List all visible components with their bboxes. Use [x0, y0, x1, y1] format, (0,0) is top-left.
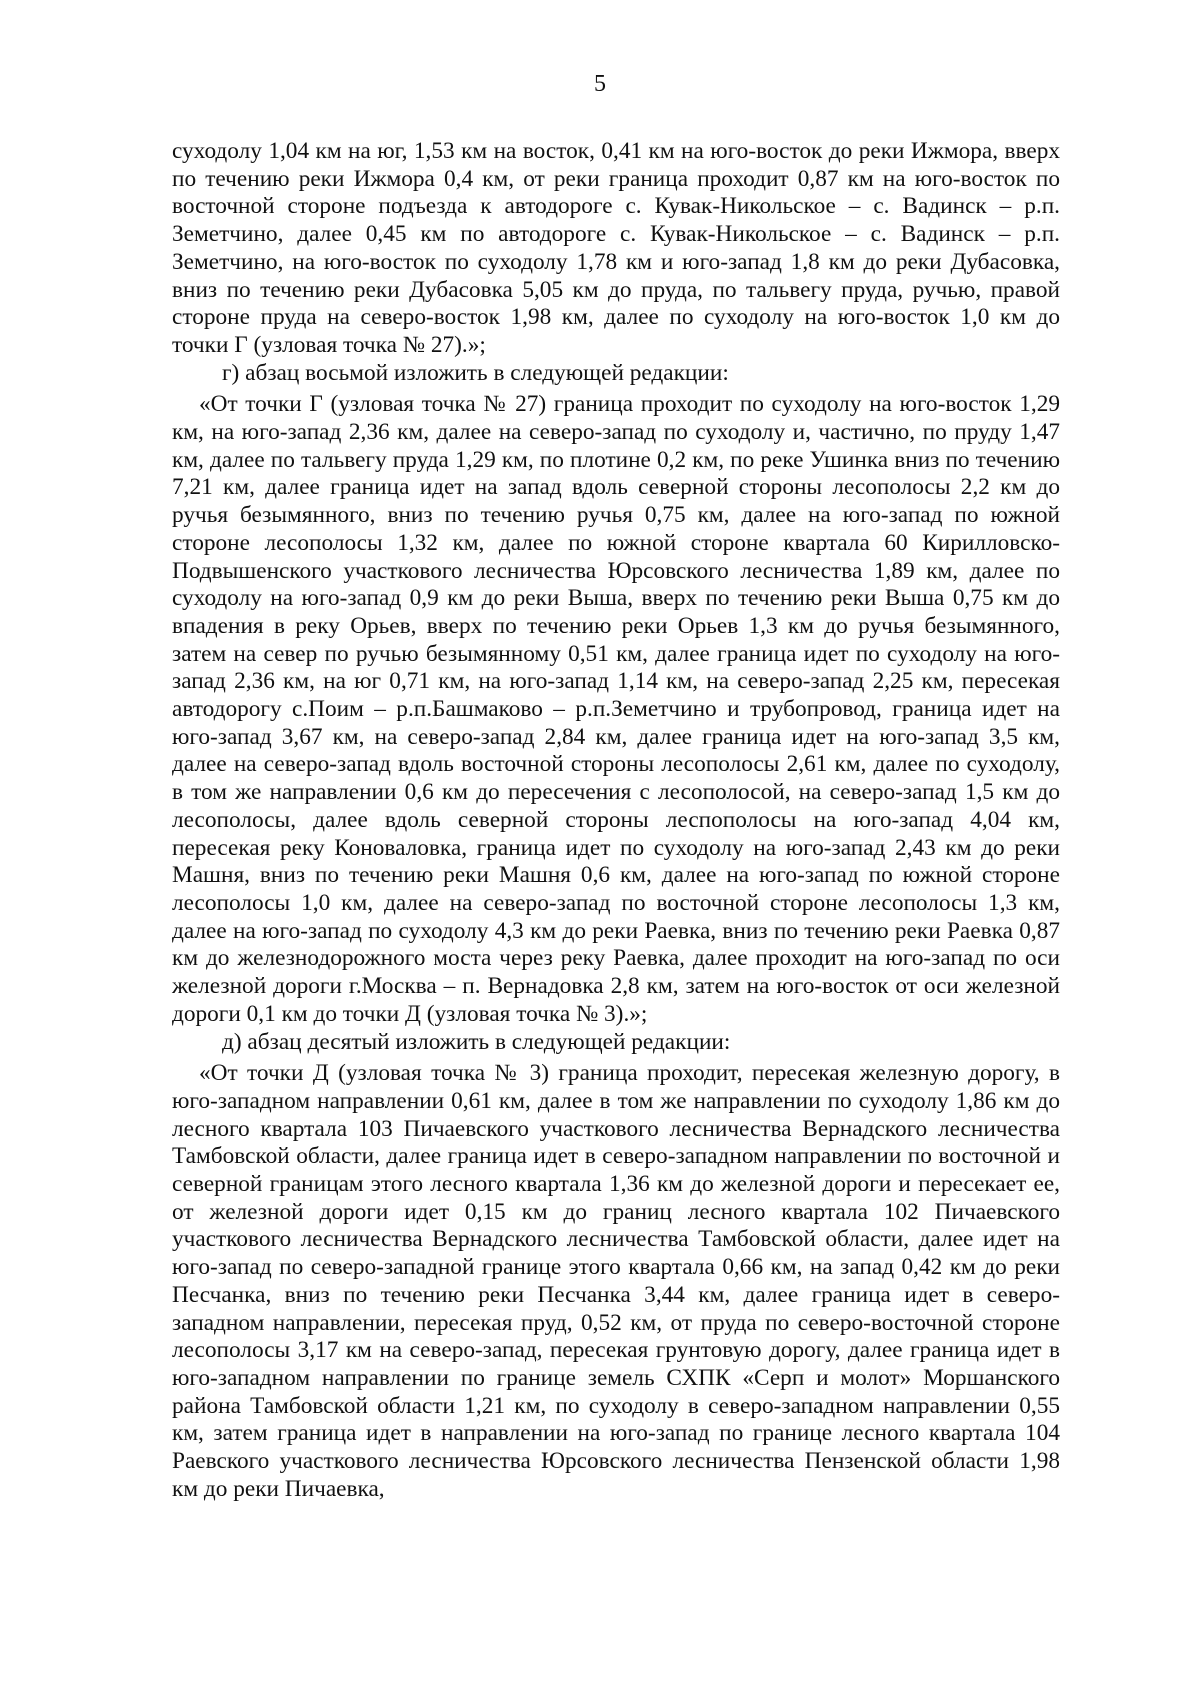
document-body — [172, 138, 1060, 1503]
paragraph-quote-d: «От точки Д (узловая точка № 3) граница проходит, пересекая железную дорогу, в юго-западном направлении 0,61 км, далее в том же направлении по суходолу 1,86 км до лесного квартала 103 Пичаевского участкового лесничества Вернадского лесничества Тамбовской области, далее граница идет в северо-западном направлении по восточной и северной границам этого лесного квартала 1,36 км до железной дороги и пересекает ее, от железной дороги идет 0,15 км до границ лесного квартала 102 Пичаевского участкового лесничества Вернадского лесничества Тамбовской области, далее идет на юго-запад по северо-западной границе этого квартала 0,66 км, на запад 0,42 км до реки Песчанка, вниз по течению реки Песчанка 3,44 км, далее граница идет в северо-западном направлении, пересекая пруд, 0,52 км, от пруда по северо-восточной стороне лесополосы 3,17 км на северо-запад, пересекая грунтовую дорогу, далее граница идет в юго-западном направлении по границе земель СХПК «Серп и молот» Моршанского района Тамбовской области 1,21 км, по суходолу в северо-западном направлении 0,55 км, затем граница идет в направлении на юго-запад по границе лесного квартала 104 Раевского участкового лесничества Юрсовского лесничества Пензенской области 1,98 км до реки Пичаевка, — [172, 1060, 1060, 1502]
page-number: 5 — [594, 71, 606, 97]
paragraph-heading-g: г) абзац восьмой изложить в следующей редакции: — [222, 359, 729, 386]
paragraph-heading-d: д) абзац десятый изложить в следующей редакции: — [222, 1028, 731, 1055]
paragraph-continuation: суходолу 1,04 км на юг, 1,53 км на восток, 0,41 км на юго-восток до реки Ижмора, вверх по течению реки Ижмора 0,4 км, от реки граница проходит 0,87 км на юго-восток по восточной стороне подъезда к автодороге с. Кувак-Никольское – с. Вадинск – р.п. Земетчино, далее 0,45 км по автодороге с. Кувак-Никольское – с. Вадинск – р.п. Земетчино, на юго-восток по суходолу 1,78 км и юго-запад 1,8 км до реки Дубасовка, вниз по течению реки Дубасовка 5,05 км до пруда, по тальвегу пруда, ручью, правой стороне пруда на северо-восток 1,98 км, далее по суходолу на юго-восток 1,0 км до точки Г (узловая точка № 27).»; — [172, 138, 1060, 358]
paragraph-quote-g: «От точки Г (узловая точка № 27) граница проходит по суходолу на юго-восток 1,29 км, на юго-запад 2,36 км, далее на северо-запад по суходолу и, частично, по пруду 1,47 км, далее по тальвегу пруда 1,29 км, по плотине 0,2 км, по реке Ушинка вниз по течению 7,21 км, далее граница идет на запад вдоль северной стороны лесополосы 2,2 км до ручья безымянного, вниз по течению ручья 0,75 км, далее на юго-запад по южной стороне лесополосы 1,32 км, далее по южной стороне квартала 60 Кирилловско-Подвышенского участкового лесничества Юрсовского лесничества 1,89 км, далее по суходолу на юго-запад 0,9 км до реки Выша, вверх по течению реки Выша 0,75 км до впадения в реку Орьев, вверх по течению реки Орьев 1,3 км до ручья безымянного, затем на север по ручью безымянному 0,51 км, далее граница идет по суходолу на юго-запад 2,36 км, на юг 0,71 км, на юго-запад 1,14 км, на северо-запад 2,25 км, пересекая автодорогу с.Поим – р.п.Башмаково – р.п.Земетчино и трубопровод, граница идет на юго-запад 3,67 км, на северо-запад 2,84 км, далее граница идет на юго-запад 3,5 км, далее на северо-запад вдоль восточной стороны лесополосы 2,61 км, далее по суходолу, в том же направлении 0,6 км до пересечения с лесополосой, на северо-запад 1,5 км до лесополосы, далее вдоль северной стороны леспополосы на юго-запад 4,04 км, пересекая реку Коноваловка, граница идет по суходолу на юго-запад 2,43 км до реки Машня, вниз по течению реки Машня 0,6 км, далее на юго-запад по южной стороне лесополосы 1,0 км, далее на северо-запад по восточной стороне лесополосы 1,3 км, далее на юго-запад по суходолу 4,3 км до реки Раевка, вниз по течению реки Раевка 0,87 км до железнодорожного моста через реку Раевка, далее проходит на юго-запад по оси железной дороги г.Москва – п. Вернадовка 2,8 км, затем на юго-восток от оси железной дороги 0,1 км до точки Д (узловая точка № 3).»; — [172, 391, 1060, 1027]
